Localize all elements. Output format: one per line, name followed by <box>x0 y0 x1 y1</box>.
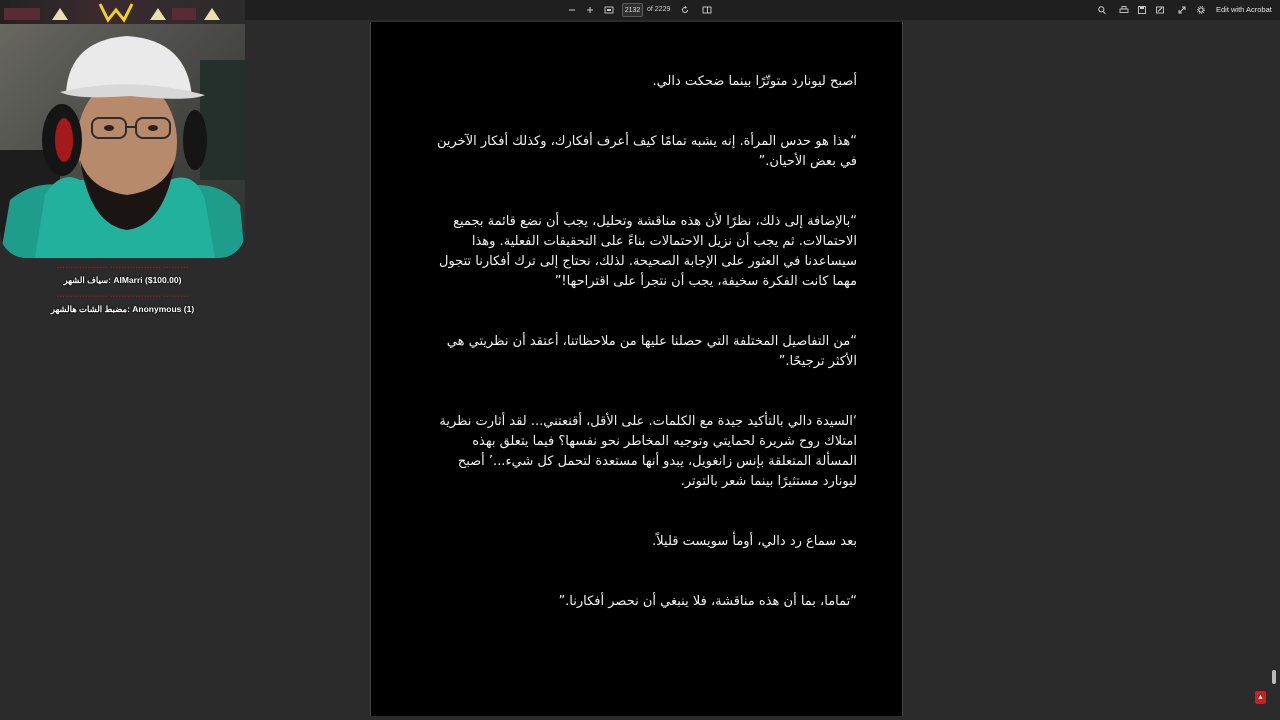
document-text <box>427 72 857 612</box>
document-page <box>370 22 903 716</box>
search-icon[interactable] <box>1096 3 1108 17</box>
donation-ticker <box>0 258 245 316</box>
fit-page-icon[interactable] <box>602 3 615 17</box>
zoom-in-icon[interactable] <box>584 3 596 17</box>
annotate-icon[interactable] <box>1154 3 1166 17</box>
donation-line: ……………… ……………… ……… <box>56 260 189 270</box>
crown-logo <box>0 0 245 24</box>
paragraph: ‘السيدة دالي بالتأكيد جيدة مع الكلمات. على الأقل، أقنعتني... لقد أثارت نظرية امتلاك روح شريرة لحمايتي وتوجيه المخاطر نحو نفسها؟ فيما يتعلق بهذه المسألة المتعلقة بإنس زانغويل، يبدو أنها مستعدة لتحمل كل شيء...’ أصبح ليونارد مستثيرًا بينما شعر بالتوتر. <box>439 414 857 489</box>
expand-icon[interactable] <box>1176 3 1188 17</box>
rotate-icon[interactable] <box>679 3 691 17</box>
vertical-scrollbar[interactable] <box>1271 22 1278 716</box>
paragraph: “بالإضافة إلى ذلك، نظرًا لأن هذه مناقشة وتحليل، يجب أن نضع قائمة بجميع الاحتمالات. ثم يجب أن نزيل الاحتمالات بناءً على التحقيقات الفعلية. وهذا سيساعدنا في العثور على الإجابة الصحيحة. لذلك، نحتاج إلى ترك أفكارنا تتجول مهما كانت الفكرة سخيفة، يجب أن نتجرأ على اقتراحها!” <box>439 214 857 289</box>
webcam-overlay <box>0 0 245 258</box>
paragraph: أصبح ليونارد متوتّرًا بينما ضحكت دالي. <box>652 74 857 89</box>
print-icon[interactable] <box>1118 3 1130 17</box>
paragraph: بعد سماع رد دالي، أومأ سويست قليلاً. <box>652 534 857 549</box>
donation-line: ……………… ……………… ……… <box>56 289 189 299</box>
edit-with-acrobat-button[interactable]: Edit with Acrobat <box>1216 5 1272 14</box>
scrollbar-thumb[interactable] <box>1272 670 1276 684</box>
paragraph: “تماما، بما أن هذه مناقشة، فلا ينبغي أن نحصر أفكارنا.” <box>558 594 857 609</box>
webcam-image <box>0 0 245 258</box>
paragraph: “هذا هو حدس المرأة. إنه يشبه تمامًا كيف أعرف أفكارك، وكذلك أفكار الآخرين في بعض الأحيان.” <box>437 134 857 169</box>
donation-line-top-chatter: مضبط الشات هالشهر: Anonymous (1) <box>50 303 195 314</box>
paragraph: “من التفاصيل المختلفة التي حصلنا عليها من ملاحظاتنا، أعتقد أن نظريتي هي الأكثر ترجيحًا.” <box>446 334 857 369</box>
page-view-icon[interactable] <box>701 3 713 17</box>
donation-line-top-donor: سياف الشهر: AlMarri ($100.00) <box>63 274 182 285</box>
page-total-label: of 2229 <box>647 6 671 13</box>
acrobat-pdf-icon[interactable]: ▲ <box>1255 691 1266 704</box>
save-icon[interactable] <box>1136 3 1148 17</box>
gear-icon[interactable] <box>1195 3 1207 17</box>
stream-overlay-bar <box>0 0 245 24</box>
page-number-input[interactable] <box>622 3 643 17</box>
zoom-out-icon[interactable] <box>566 3 578 17</box>
